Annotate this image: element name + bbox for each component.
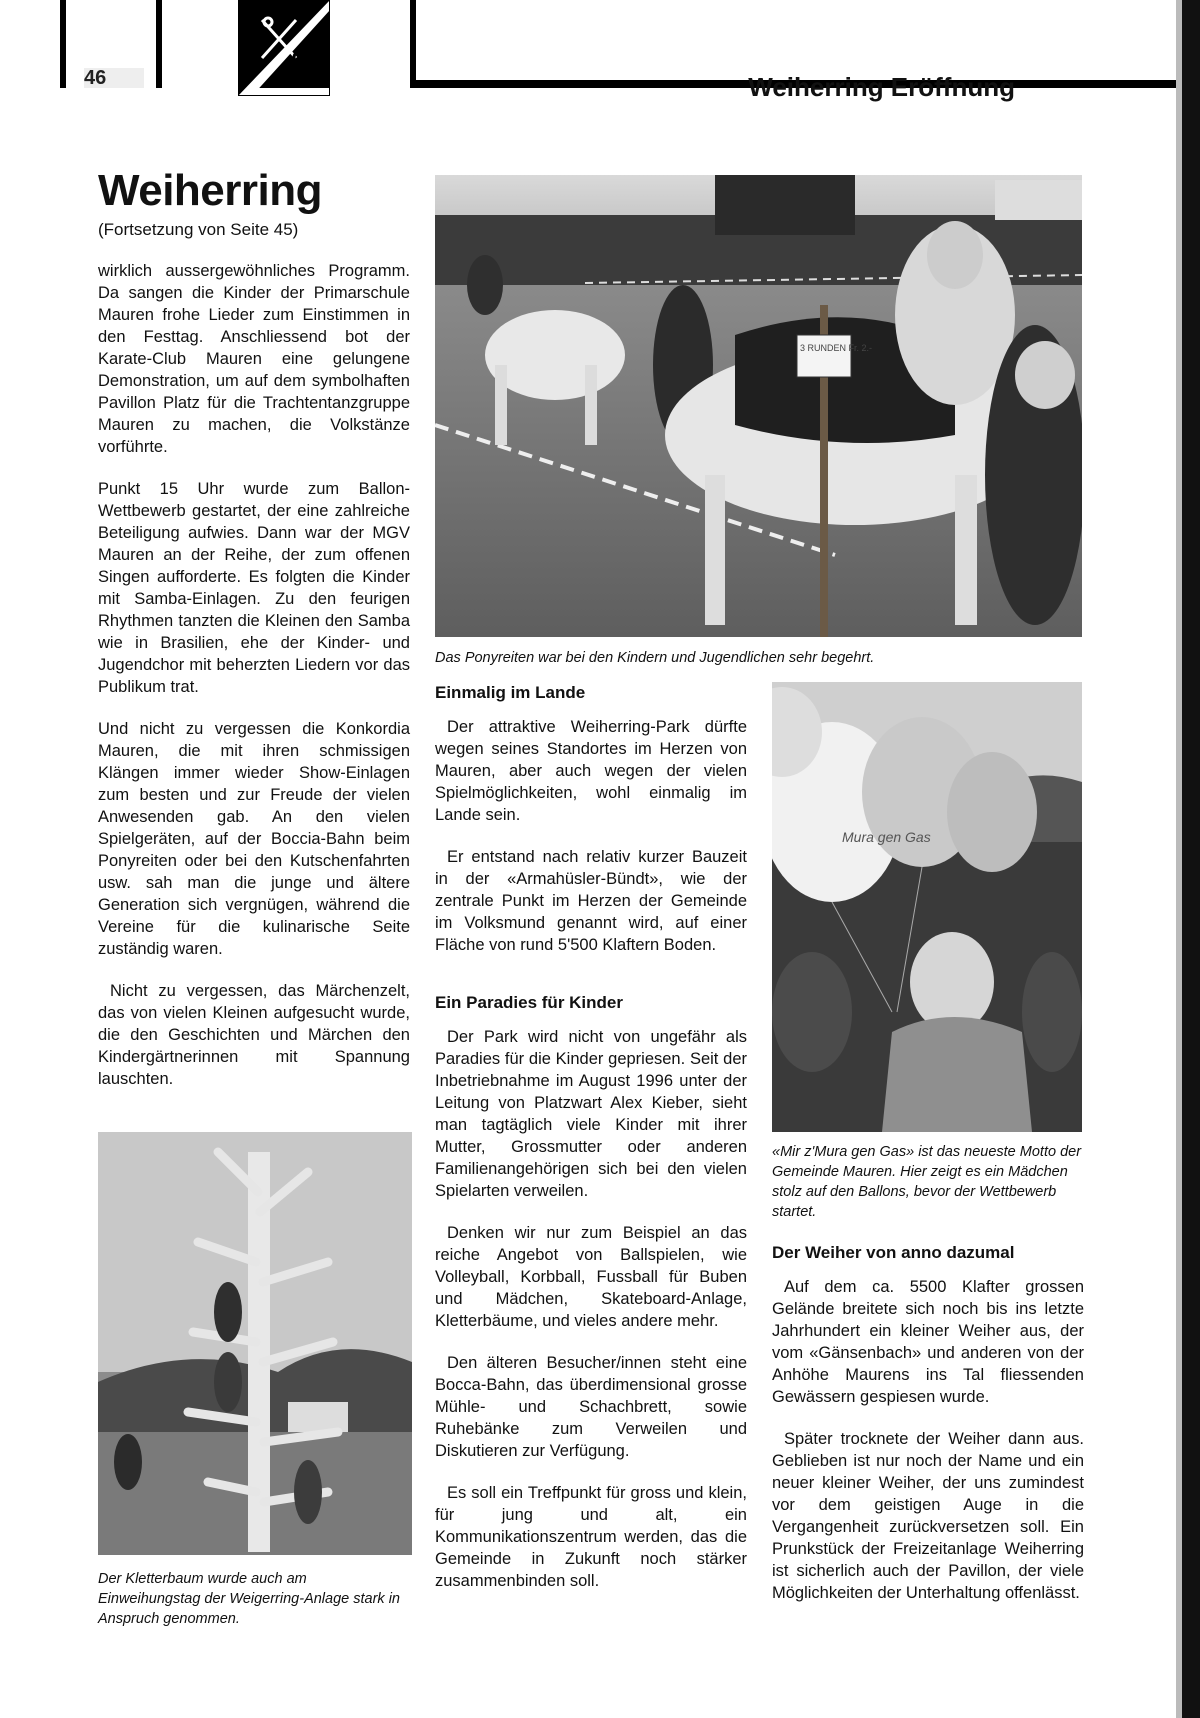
balloons-photo: [772, 682, 1082, 1132]
paragraph: Er entstand nach relativ kurzer Bauzeit in der «Armahüsler-Bündt», wie der zentrale Punkt im Herzen der Gemeinde im Volksmund genannt wird, auf einer Fläche von rund 5'500 Klaftern Boden.: [435, 848, 747, 954]
header-box-4: [330, 0, 410, 88]
section-heading: Einmalig im Lande: [435, 683, 586, 702]
page-edge: [1182, 0, 1200, 1718]
section-title: Weiherring Eröffnung: [748, 72, 1015, 102]
paragraph: Denken wir nur zum Beispiel an das reiche Angebot von Ballspielen, wie Volleyball, Korbball, Fussball für Buben und Mädchen, Skateboard-Anlage, Kletterbäume, und vieles andere mehr.: [435, 1224, 747, 1330]
right-column: [772, 1242, 1084, 1624]
header-box-1: [0, 0, 60, 88]
paragraph: wirklich aussergewöhnliches Programm. Da sangen die Kinder der Primarschule Mauren frohe Lieder zum Einstimmen in den Festtag. Anschliessend bot der Karate-Club Mauren eine gelungene Demonstration, um auf dem symbolhaften Pavillon Platz für die Trachtentanzgruppe Mauren zu machen, die Volkstänze vorführte.: [98, 262, 410, 456]
paragraph: Nicht zu vergessen, das Märchenzelt, das von vielen Kleinen aufgesucht wurde, die den Geschichten und Märchen den Kindergärtnerinnen mit Spannung lauschten.: [98, 982, 410, 1088]
section-heading: Der Weiher von anno dazumal: [772, 1243, 1015, 1262]
paragraph: Den älteren Besucher/innen steht eine Bocca-Bahn, das überdimensional grosse Mühle- und Schachbrett, sowie Ruhebänke zum Verweilen und Diskutieren zur Verfügung.: [435, 1354, 747, 1460]
article-title: Weiherring: [98, 166, 323, 215]
paragraph: Später trocknete der Weiher dann aus. Geblieben ist nur noch der Name und ein neuer kleiner Weiher, der uns zumindest vor dem geistigen Auge in die Vergangenheit zurückversetzen soll. Ein Prunkstück der Freizeitanlage Weiherring ist sicherlich auch der Pavillon, der viele Möglichkeiten der Unterhaltung offenlässt.: [772, 1430, 1084, 1602]
page-number: 46: [84, 68, 144, 88]
pony-photo: [435, 175, 1082, 637]
header-right-area: [416, 0, 1200, 80]
paragraph: Auf dem ca. 5500 Klafter grossen Gelände breitete sich noch bis ins letzte Jahrhundert ein kleiner Weiher aus, der vom «Gänsenbach» und anderen von der Anhöhe Maurens ins Tal fliessenden Gewässern gespiesen wurde.: [772, 1278, 1084, 1406]
balloons-caption: «Mir z'Mura gen Gas» ist das neueste Motto der Gemeinde Mauren. Hier zeigt es ein Mädchen stolz auf den Ballons, bevor der Wettbewerb startet.: [772, 1144, 1082, 1220]
sign-text: 3 RUNDEN Fr. 2.-: [800, 343, 873, 353]
paragraph: Und nicht zu vergessen die Konkordia Mauren, die mit ihren schmissigen Klängen immer wieder Show-Einlagen zum besten und zur Freude der vielen Anwesenden gab. An den vielen Spielgeräten, auf der Boccia-Bahn beim Ponyreiten oder bei den Kutschenfahrten usw. sah man die junge und ältere Generation sich vergnügen, während die Vereine für die kulinarische Seite zuständig waren.: [98, 720, 410, 958]
paragraph: Der Park wird nicht von ungefähr als Paradies für die Kinder gepriesen. Seit der Inbetriebnahme im August 1996 unter der Leitung von Platzwart Alex Kieber, sieht man tagtäglich viele Kinder mit ihrer Mutter, Grossmutter oder anderen Familienangehörigen sich bei den vielen Spielarten verweilen.: [435, 1028, 747, 1200]
paragraph: Punkt 15 Uhr wurde zum Ballon-Wettbewerb gestartet, der eine zahlreiche Beteiligung aufwies. Dann war der MGV Mauren an der Reihe, der zum offenen Singen aufforderte. Es folgten die Kinder mit Samba-Einlagen. Zu den feurigen Rhythmen tanzten die Kleinen den Samba wie in Brasilien, ehe der Kinder- und Jugendchor mit beherzten Liedern vor das Publikum trat.: [98, 480, 410, 696]
tree-caption: Der Kletterbaum wurde auch am Einweihungstag der Weigerring-Anlage stark in Anspruch genommen.: [98, 1571, 400, 1627]
header-box-3: [162, 0, 238, 88]
paragraph: Es soll ein Treffpunkt für gross und klein, für jung und alt, ein Kommunikationszentrum werden, das die Gemeinde in Zukunft noch stärker zusammenbinden soll.: [435, 1484, 747, 1590]
left-column: [98, 260, 410, 1110]
pony-caption: Das Ponyreiten war bei den Kindern und Jugendlichen sehr begehrt.: [435, 650, 875, 666]
article-subtitle: (Fortsetzung von Seite 45): [98, 220, 299, 239]
balloon-text: Mura gen Gas: [842, 829, 931, 845]
middle-column: [435, 682, 747, 1612]
section-heading: Ein Paradies für Kinder: [435, 993, 623, 1012]
paragraph: Der attraktive Weiherring-Park dürfte wegen seines Standortes im Herzen von Mauren, aber auch wegen der vielen Spielmöglichkeiten, wohl einmalig im Lande sein.: [435, 718, 747, 824]
climbing-tree-photo: [98, 1132, 412, 1555]
mauren-crest-icon: [238, 0, 330, 96]
